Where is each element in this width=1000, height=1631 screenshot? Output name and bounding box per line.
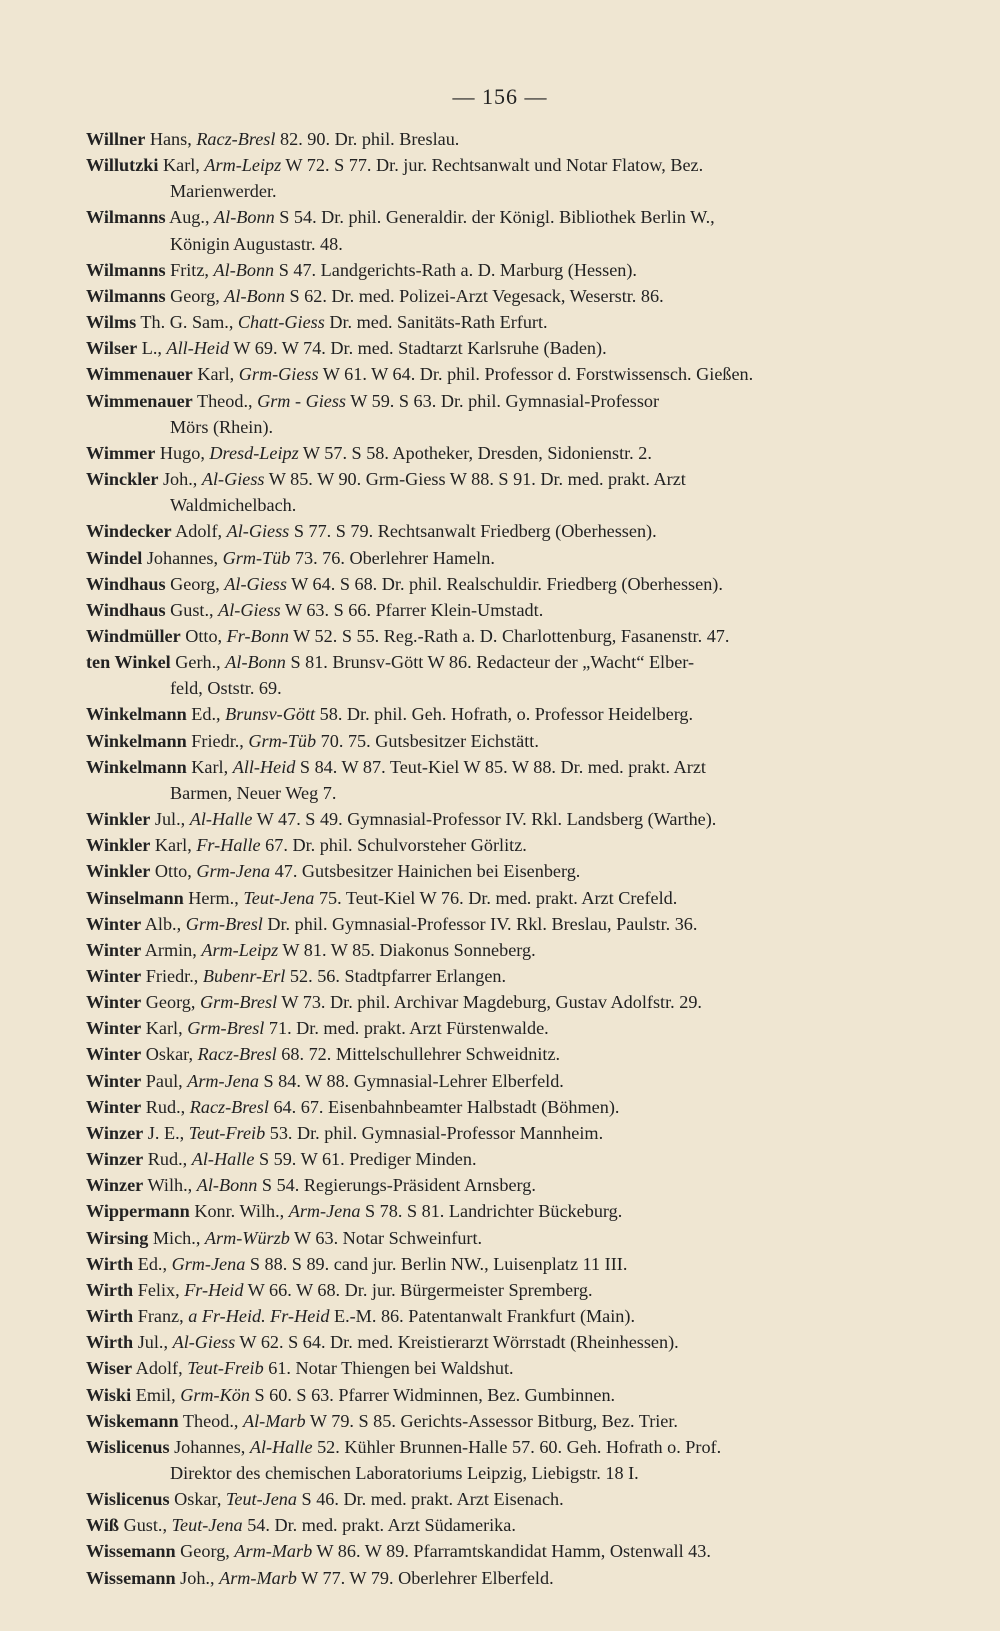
entry-name: Winzer xyxy=(86,1122,144,1143)
entry-details: W 63. Notar Schweinfurt. xyxy=(289,1227,483,1248)
entry-continuation xyxy=(86,492,948,518)
directory-entry xyxy=(86,1015,948,1041)
entry-corps: Teut-Freib xyxy=(187,1358,264,1379)
entry-given-name: Adolf, xyxy=(132,1358,188,1379)
entry-details: 64. 67. Eisenbahnbeamter Halbstadt (Böhmen). xyxy=(268,1096,620,1117)
entry-name: Winkelmann xyxy=(86,704,187,725)
directory-entry xyxy=(86,1512,948,1538)
continuation-text: feld, Oststr. 69. xyxy=(170,678,282,699)
entry-given-name: J. E., xyxy=(143,1122,189,1143)
directory-entry xyxy=(86,518,948,544)
entry-continuation xyxy=(86,231,948,257)
entry-corps: Teut-Jena xyxy=(243,887,315,908)
entry-corps: Fr-Bonn xyxy=(226,625,289,646)
entry-name: Wimmer xyxy=(86,442,156,463)
entry-given-name: Herm., xyxy=(183,887,244,908)
entry-details: S 46. Dr. med. prakt. Arzt Eisenach. xyxy=(296,1489,564,1510)
entry-corps: Al-Bonn xyxy=(213,259,275,280)
entry-given-name: Karl, xyxy=(186,756,233,777)
directory-entry xyxy=(86,152,948,178)
continuation-text: Barmen, Neuer Weg 7. xyxy=(170,782,337,803)
directory-entry xyxy=(86,1120,948,1146)
directory-entry xyxy=(86,1538,948,1564)
entry-details: S 60. S 63. Pfarrer Widminnen, Bez. Gumbinnen. xyxy=(249,1384,616,1405)
entry-corps: Grm-Jena xyxy=(171,1253,246,1274)
entry-name: Wippermann xyxy=(86,1201,190,1222)
entry-details: W 73. Dr. phil. Archivar Magdeburg, Gustav Adolfstr. 29. xyxy=(277,992,702,1013)
entry-name: Wilmanns xyxy=(86,285,166,306)
entry-continuation xyxy=(86,414,948,440)
directory-entry xyxy=(86,571,948,597)
entry-corps: Arm-Marb xyxy=(234,1541,313,1562)
entry-corps: Al-Halle xyxy=(189,809,253,830)
entry-given-name: Georg, xyxy=(165,285,225,306)
entry-name: Willutzki xyxy=(86,155,159,176)
directory-entry xyxy=(86,963,948,989)
entry-given-name: Georg, xyxy=(141,992,200,1013)
entry-name: Wirth xyxy=(86,1279,134,1300)
entry-given-name: Emil, xyxy=(131,1384,181,1405)
entry-details: S 84. W 88. Gymnasial-Lehrer Elberfeld. xyxy=(258,1070,564,1091)
directory-entry xyxy=(86,1146,948,1172)
directory-entry xyxy=(86,204,948,230)
entry-corps: Racz-Bresl xyxy=(189,1096,269,1117)
entry-given-name: Adolf, xyxy=(171,521,227,542)
directory-entry xyxy=(86,1198,948,1224)
entry-given-name: Jul., xyxy=(150,809,190,830)
entry-name: Wislicenus xyxy=(86,1436,170,1457)
entry-given-name: Wilh., xyxy=(143,1175,197,1196)
entry-given-name: Rud., xyxy=(141,1096,190,1117)
directory-entry xyxy=(86,1251,948,1277)
entry-corps: All-Heid xyxy=(166,338,230,359)
entry-corps: Dresd-Leipz xyxy=(209,442,299,463)
directory-entry xyxy=(86,701,948,727)
entry-name: Winzer xyxy=(86,1175,144,1196)
entry-given-name: Georg, xyxy=(175,1541,235,1562)
entry-corps: Arm-Leipz xyxy=(204,155,282,176)
entry-corps: Arm-Jena xyxy=(288,1201,361,1222)
entry-details: S 47. Landgerichts-Rath a. D. Marburg (Hessen). xyxy=(274,259,637,280)
entry-name: Winckler xyxy=(86,469,159,490)
directory-entry xyxy=(86,885,948,911)
directory-entry xyxy=(86,335,948,361)
entry-name: Windecker xyxy=(86,521,172,542)
entry-given-name: Otto, xyxy=(180,625,227,646)
entry-details: W 61. W 64. Dr. phil. Professor d. Forstwissensch. Gießen. xyxy=(318,364,754,385)
directory-entry xyxy=(86,623,948,649)
entry-given-name: Oskar, xyxy=(169,1489,226,1510)
directory-entry xyxy=(86,545,948,571)
entry-given-name: Aug., xyxy=(165,207,215,228)
directory-entry xyxy=(86,1329,948,1355)
directory-entry xyxy=(86,1355,948,1381)
entry-given-name: Theod., xyxy=(192,390,258,411)
entry-given-name: Karl, xyxy=(141,1018,188,1039)
directory-entry xyxy=(86,309,948,335)
entry-given-name: Gust., xyxy=(165,599,219,620)
directory-entry xyxy=(86,361,948,387)
entry-corps: Grm-Bresl xyxy=(187,1018,265,1039)
entry-given-name: Jul., xyxy=(133,1332,173,1353)
directory-entry xyxy=(86,649,948,675)
entry-corps: Al-Bonn xyxy=(224,285,285,306)
entry-name: Wilser xyxy=(86,338,138,359)
entry-name: Winzer xyxy=(86,1149,144,1170)
continuation-text: Königin Augustastr. 48. xyxy=(170,233,343,254)
entry-details: 67. Dr. phil. Schulvorsteher Görlitz. xyxy=(260,835,527,856)
entry-corps: Bubenr-Erl xyxy=(202,966,286,986)
entry-details: W 64. S 68. Dr. phil. Realschuldir. Friedberg (Oberhessen). xyxy=(286,573,723,594)
entry-details: Dr. med. Sanitäts-Rath Erfurt. xyxy=(324,312,548,333)
entry-details: S 54. Dr. phil. Generaldir. der Königl. Bibliothek Berlin W., xyxy=(274,207,715,228)
page-number: — 156 — xyxy=(452,84,548,109)
entry-given-name: Friedr., xyxy=(186,730,249,751)
directory-entry xyxy=(86,1382,948,1408)
entry-name: Winkelmann xyxy=(86,730,187,751)
entry-corps: Fr-Heid xyxy=(184,1279,244,1300)
entry-given-name: Oskar, xyxy=(141,1044,198,1065)
entry-name: Winkelmann xyxy=(86,756,187,777)
directory-entry xyxy=(86,1094,948,1120)
entry-details: W 66. W 68. Dr. jur. Bürgermeister Spremberg. xyxy=(243,1279,593,1300)
entry-details: W 59. S 63. Dr. phil. Gymnasial-Professor xyxy=(346,390,660,411)
entry-details: 54. Dr. med. prakt. Arzt Südamerika. xyxy=(242,1515,516,1536)
entry-given-name: Georg, xyxy=(165,573,225,594)
entry-details: S 59. W 61. Prediger Minden. xyxy=(254,1149,477,1170)
entry-corps: Grm-Tüb xyxy=(222,547,291,568)
entry-details: 52. 56. Stadtpfarrer Erlangen. xyxy=(285,966,507,986)
directory-entry xyxy=(86,1172,948,1198)
entry-name: Winter xyxy=(86,913,142,934)
entry-details: W 85. W 90. Grm-Giess W 88. S 91. Dr. med. prakt. Arzt xyxy=(264,469,686,490)
entry-given-name: Armin, xyxy=(141,939,202,960)
entry-given-name: Karl, xyxy=(158,155,205,176)
entry-corps: Al-Bonn xyxy=(225,652,286,673)
entry-details: 47. Gutsbesitzer Hainichen bei Eisenberg. xyxy=(270,861,581,882)
entry-details: 70. 75. Gutsbesitzer Eichstätt. xyxy=(316,730,539,751)
entry-given-name: Rud., xyxy=(143,1149,192,1170)
entry-name: Windhaus xyxy=(86,573,166,594)
directory-entry xyxy=(86,1068,948,1094)
directory-entry xyxy=(86,754,948,780)
entry-given-name: Franz, xyxy=(133,1306,189,1327)
entry-name: Winkler xyxy=(86,809,151,830)
directory-entry xyxy=(86,832,948,858)
entry-details: S 62. Dr. med. Polizei-Arzt Vegesack, Weserstr. 86. xyxy=(284,285,664,306)
entry-corps: Grm-Bresl xyxy=(185,913,263,934)
entry-given-name: Joh., xyxy=(175,1567,220,1588)
directory-entry xyxy=(86,597,948,623)
entry-name: Wislicenus xyxy=(86,1489,170,1510)
entry-details: W 81. W 85. Diakonus Sonneberg. xyxy=(278,939,536,960)
entry-name: Wiß xyxy=(86,1515,120,1536)
entry-name: Windmüller xyxy=(86,625,181,646)
entry-corps: Arm-Würzb xyxy=(204,1227,290,1248)
entry-given-name: L., xyxy=(137,338,167,359)
entry-details: 53. Dr. phil. Gymnasial-Professor Mannheim. xyxy=(265,1122,604,1143)
entry-given-name: Friedr., xyxy=(141,966,203,986)
entry-corps: Teut-Jena xyxy=(225,1489,297,1510)
entry-given-name: Hugo, xyxy=(155,442,210,463)
directory-entry xyxy=(86,1408,948,1434)
entry-corps: Racz-Bresl xyxy=(197,1044,277,1065)
directory-entry xyxy=(86,1565,948,1591)
entry-details: E.-M. 86. Patentanwalt Frankfurt (Main). xyxy=(329,1306,636,1327)
entry-details: W 72. S 77. Dr. jur. Rechtsanwalt und Notar Flatow, Bez. xyxy=(281,155,704,176)
entry-corps: Fr-Halle xyxy=(196,835,261,856)
entry-name: Wiser xyxy=(86,1358,133,1379)
entry-details: W 69. W 74. Dr. med. Stadtarzt Karlsruhe (Baden). xyxy=(229,338,607,359)
entry-details: S 54. Regierungs-Präsident Arnsberg. xyxy=(257,1175,536,1196)
entry-corps: Grm-Jena xyxy=(196,861,271,882)
entry-name: Wiskemann xyxy=(86,1410,179,1431)
entry-corps: Arm-Leipz xyxy=(201,939,279,960)
directory-entry xyxy=(86,1486,948,1512)
directory-entry xyxy=(86,1303,948,1329)
entry-details: 82. 90. Dr. phil. Breslau. xyxy=(275,129,460,149)
entry-corps: Al-Giess xyxy=(201,469,265,490)
entry-corps: Teut-Freib xyxy=(188,1122,266,1143)
entry-details: W 62. S 64. Dr. med. Kreistierarzt Wörrstadt (Rheinhessen). xyxy=(235,1332,679,1353)
entry-name: Windel xyxy=(86,547,143,568)
entry-name: Wirth xyxy=(86,1306,134,1327)
entry-continuation xyxy=(86,1460,948,1486)
entry-name: Winter xyxy=(86,1096,142,1117)
entry-name: Wiski xyxy=(86,1384,132,1405)
entry-details: 58. Dr. phil. Geh. Hofrath, o. Professor Heidelberg. xyxy=(315,704,694,725)
entry-given-name: Gerh., xyxy=(170,652,226,673)
entry-details: 73. 76. Oberlehrer Hameln. xyxy=(290,547,495,568)
directory-entry xyxy=(86,257,948,283)
entry-corps: Al-Giess xyxy=(218,599,281,620)
entry-corps: Al-Giess xyxy=(224,573,287,594)
directory-entries xyxy=(86,126,948,1591)
entry-given-name: Th. G. Sam., xyxy=(136,312,238,333)
entry-corps: Grm - Giess xyxy=(257,390,347,411)
entry-given-name: Ed., xyxy=(186,704,226,725)
entry-details: 61. Notar Thiengen bei Waldshut. xyxy=(263,1358,514,1379)
directory-entry xyxy=(86,283,948,309)
entry-corps: Al-Giess xyxy=(226,521,290,542)
entry-given-name: Johannes, xyxy=(169,1436,250,1457)
entry-continuation xyxy=(86,178,948,204)
entry-name: Wissemann xyxy=(86,1567,176,1588)
entry-given-name: Paul, xyxy=(141,1070,188,1091)
entry-name: Winter xyxy=(86,1018,142,1039)
entry-details: W 57. S 58. Apotheker, Dresden, Sidonienstr. 2. xyxy=(298,442,652,463)
continuation-text: Waldmichelbach. xyxy=(170,495,297,516)
entry-details: 75. Teut-Kiel W 76. Dr. med. prakt. Arzt Crefeld. xyxy=(314,887,678,908)
directory-entry xyxy=(86,728,948,754)
entry-given-name: Johannes, xyxy=(142,547,223,568)
entry-details: W 63. S 66. Pfarrer Klein-Umstadt. xyxy=(280,599,544,620)
directory-entry xyxy=(86,806,948,832)
entry-corps: Teut-Jena xyxy=(171,1515,243,1536)
directory-entry xyxy=(86,911,948,937)
entry-given-name: Theod., xyxy=(178,1410,243,1431)
entry-name: Wilmanns xyxy=(86,207,166,228)
entry-details: S 88. S 89. cand jur. Berlin NW., Luisenplatz 11 III. xyxy=(245,1253,628,1274)
entry-corps: Arm-Jena xyxy=(187,1070,259,1091)
entry-corps: Grm-Kön xyxy=(180,1384,250,1405)
entry-name: Wilmanns xyxy=(86,259,166,280)
entry-name: Wirsing xyxy=(86,1227,149,1248)
entry-details: W 86. W 89. Pfarramtskandidat Hamm, Ostenwall 43. xyxy=(312,1541,711,1562)
entry-corps: Al-Bonn xyxy=(196,1175,258,1196)
entry-given-name: Hans, xyxy=(145,129,197,149)
entry-name: Winter xyxy=(86,1070,142,1091)
entry-details: S 81. Brunsv-Gött W 86. Redacteur der „Wacht“ Elber- xyxy=(285,652,695,673)
directory-entry xyxy=(86,388,948,414)
entry-details: W 79. S 85. Gerichts-Assessor Bitburg, Bez. Trier. xyxy=(305,1410,678,1431)
entry-corps: All-Heid xyxy=(232,756,296,777)
directory-entry xyxy=(86,466,948,492)
entry-name: Wilms xyxy=(86,312,137,333)
continuation-text: Mörs (Rhein). xyxy=(170,416,274,437)
entry-continuation xyxy=(86,780,948,806)
entry-corps: Racz-Bresl xyxy=(196,129,276,149)
entry-corps: Al-Giess xyxy=(172,1332,236,1353)
entry-details: 68. 72. Mittelschullehrer Schweidnitz. xyxy=(276,1044,561,1065)
entry-corps: Arm-Marb xyxy=(219,1567,297,1588)
entry-corps: Al-Halle xyxy=(249,1436,313,1457)
entry-corps: Brunsv-Gött xyxy=(225,704,316,725)
entry-name: Winkler xyxy=(86,835,151,856)
directory-entry xyxy=(86,989,948,1015)
entry-name: Winter xyxy=(86,1044,142,1065)
directory-entry xyxy=(86,937,948,963)
entry-given-name: Ed., xyxy=(133,1253,172,1274)
entry-corps: Al-Halle xyxy=(191,1149,255,1170)
entry-details: S 77. S 79. Rechtsanwalt Friedberg (Oberhessen). xyxy=(289,521,657,542)
entry-continuation xyxy=(86,675,948,701)
entry-name: ten Winkel xyxy=(86,652,171,673)
entry-name: Wirth xyxy=(86,1332,134,1353)
entry-details: W 77. W 79. Oberlehrer Elberfeld. xyxy=(296,1567,554,1588)
directory-entry xyxy=(86,1041,948,1067)
entry-name: Wimmenauer xyxy=(86,364,193,385)
entry-corps: Al-Bonn xyxy=(214,207,275,228)
entry-given-name: Joh., xyxy=(158,469,202,490)
entry-details: S 78. S 81. Landrichter Bückeburg. xyxy=(360,1201,623,1222)
entry-details: 71. Dr. med. prakt. Arzt Fürstenwalde. xyxy=(264,1018,549,1039)
directory-entry xyxy=(86,1277,948,1303)
entry-name: Winkler xyxy=(86,861,151,882)
entry-given-name: Felix, xyxy=(133,1279,185,1300)
entry-name: Wirth xyxy=(86,1253,134,1274)
directory-entry xyxy=(86,1225,948,1251)
entry-details: W 47. S 49. Gymnasial-Professor IV. Rkl. Landsberg (Warthe). xyxy=(252,809,717,830)
entry-corps: Grm-Giess xyxy=(238,364,319,385)
entry-details: Dr. phil. Gymnasial-Professor IV. Rkl. Breslau, Paulstr. 36. xyxy=(262,913,698,934)
continuation-text: Direktor des chemischen Laboratoriums Leipzig, Liebigstr. 18 I. xyxy=(170,1462,639,1483)
entry-corps: Grm-Bresl xyxy=(200,992,278,1013)
entry-name: Willner xyxy=(86,129,146,149)
entry-name: Winter xyxy=(86,966,142,986)
directory-entry xyxy=(86,858,948,884)
entry-given-name: Alb., xyxy=(141,913,186,934)
entry-given-name: Karl, xyxy=(192,364,239,385)
entry-name: Windhaus xyxy=(86,599,166,620)
entry-details: 52. Kühler Brunnen-Halle 57. 60. Geh. Hofrath o. Prof. xyxy=(312,1436,722,1457)
entry-details: S 84. W 87. Teut-Kiel W 85. W 88. Dr. med. prakt. Arzt xyxy=(295,756,706,777)
directory-entry xyxy=(86,440,948,466)
entry-corps: Grm-Tüb xyxy=(248,730,317,751)
entry-name: Winter xyxy=(86,939,142,960)
entry-given-name: Karl, xyxy=(150,835,197,856)
directory-entry xyxy=(86,1434,948,1460)
directory-entry xyxy=(86,126,948,152)
entry-given-name: Mich., xyxy=(148,1227,205,1248)
entry-corps: Chatt-Giess xyxy=(237,312,325,333)
entry-given-name: Gust., xyxy=(119,1515,172,1536)
entry-name: Wimmenauer xyxy=(86,390,193,411)
entry-corps: a Fr-Heid. Fr-Heid xyxy=(188,1306,330,1327)
entry-name: Winter xyxy=(86,992,142,1013)
entry-given-name: Otto, xyxy=(150,861,197,882)
entry-name: Wissemann xyxy=(86,1541,176,1562)
entry-given-name: Fritz, xyxy=(165,259,214,280)
continuation-text: Marienwerder. xyxy=(170,181,277,202)
entry-details: W 52. S 55. Reg.-Rath a. D. Charlottenburg, Fasanenstr. 47. xyxy=(288,625,730,646)
entry-name: Winselmann xyxy=(86,887,184,908)
entry-corps: Al-Marb xyxy=(242,1410,306,1431)
entry-given-name: Konr. Wilh., xyxy=(189,1201,289,1222)
